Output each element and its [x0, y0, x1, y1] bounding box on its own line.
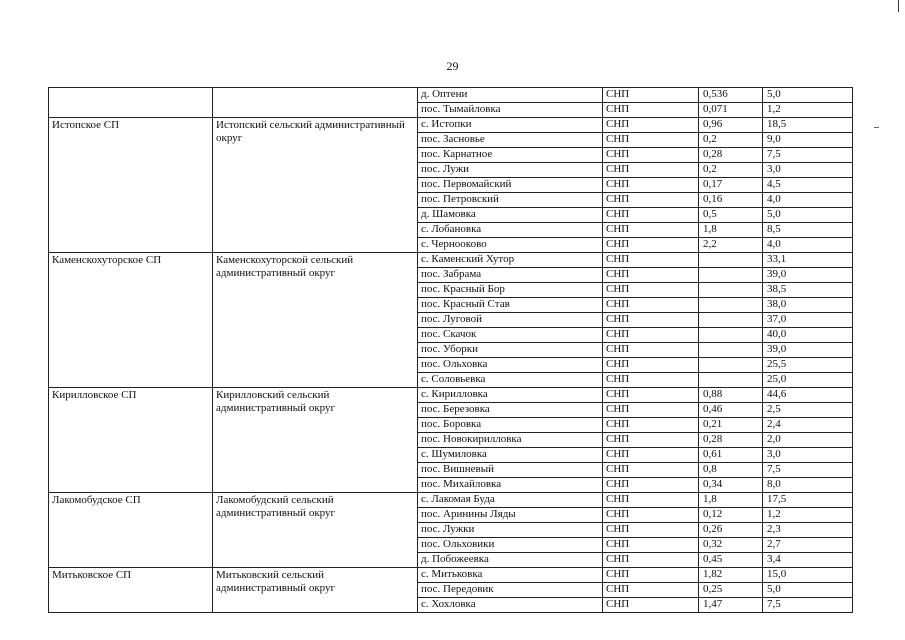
distance-cell: 15,0: [763, 568, 853, 583]
distance-cell: 5,0: [763, 208, 853, 223]
distance-cell: 2,7: [763, 538, 853, 553]
settlements-table: [48, 87, 853, 613]
area-cell: [699, 298, 763, 313]
locality-name-cell: пос. Новокирилловка: [418, 433, 603, 448]
locality-type-cell: СНП: [603, 493, 699, 508]
distance-cell: 39,0: [763, 268, 853, 283]
locality-type-cell: СНП: [603, 328, 699, 343]
distance-cell: 4,0: [763, 193, 853, 208]
distance-cell: 8,5: [763, 223, 853, 238]
distance-cell: 3,0: [763, 448, 853, 463]
locality-name-cell: пос. Лужи: [418, 163, 603, 178]
locality-type-cell: СНП: [603, 403, 699, 418]
locality-name-cell: с. Лобановка: [418, 223, 603, 238]
area-cell: 2,2: [699, 238, 763, 253]
area-cell: 1,8: [699, 493, 763, 508]
locality-name-cell: пос. Уборки: [418, 343, 603, 358]
district-cell: Митьковский сельский административный округ: [213, 568, 418, 613]
area-cell: 0,34: [699, 478, 763, 493]
locality-name-cell: с. Чернооково: [418, 238, 603, 253]
table-body: [49, 88, 853, 613]
locality-name-cell: пос. Забрама: [418, 268, 603, 283]
locality-type-cell: СНП: [603, 208, 699, 223]
locality-type-cell: СНП: [603, 373, 699, 388]
locality-name-cell: пос. Лужки: [418, 523, 603, 538]
locality-name-cell: пос. Боровка: [418, 418, 603, 433]
distance-cell: 37,0: [763, 313, 853, 328]
area-cell: 1,47: [699, 598, 763, 613]
table-row: [49, 253, 853, 268]
locality-name-cell: с. Митьковка: [418, 568, 603, 583]
area-cell: 0,26: [699, 523, 763, 538]
locality-name-cell: с. Истопки: [418, 118, 603, 133]
locality-name-cell: с. Шумиловка: [418, 448, 603, 463]
district-cell: Каменскохуторской сельский административный округ: [213, 253, 418, 388]
locality-type-cell: СНП: [603, 418, 699, 433]
page-edge-mark: [898, 0, 899, 12]
distance-cell: 17,5: [763, 493, 853, 508]
area-cell: 0,536: [699, 88, 763, 103]
locality-name-cell: пос. Ольховики: [418, 538, 603, 553]
area-cell: 0,12: [699, 508, 763, 523]
locality-name-cell: д. Побожеевка: [418, 553, 603, 568]
locality-name-cell: пос. Вишневый: [418, 463, 603, 478]
locality-type-cell: СНП: [603, 598, 699, 613]
locality-type-cell: СНП: [603, 538, 699, 553]
area-cell: [699, 358, 763, 373]
area-cell: 0,46: [699, 403, 763, 418]
area-cell: 0,28: [699, 433, 763, 448]
distance-cell: 25,5: [763, 358, 853, 373]
area-cell: 0,32: [699, 538, 763, 553]
distance-cell: 4,5: [763, 178, 853, 193]
locality-name-cell: пос. Красный Став: [418, 298, 603, 313]
locality-name-cell: пос. Петровский: [418, 193, 603, 208]
district-cell: Истопский сельский административный округ: [213, 118, 418, 253]
area-cell: [699, 313, 763, 328]
locality-type-cell: СНП: [603, 568, 699, 583]
locality-type-cell: СНП: [603, 508, 699, 523]
table-row: [49, 568, 853, 583]
settlement-cell: Кирилловское СП: [49, 388, 213, 493]
locality-type-cell: СНП: [603, 583, 699, 598]
locality-type-cell: СНП: [603, 223, 699, 238]
area-cell: 0,2: [699, 163, 763, 178]
table-row: [49, 388, 853, 403]
locality-type-cell: СНП: [603, 298, 699, 313]
locality-type-cell: СНП: [603, 478, 699, 493]
area-cell: 0,61: [699, 448, 763, 463]
distance-cell: 7,5: [763, 598, 853, 613]
area-cell: 0,2: [699, 133, 763, 148]
area-cell: 0,96: [699, 118, 763, 133]
locality-type-cell: СНП: [603, 343, 699, 358]
locality-type-cell: СНП: [603, 268, 699, 283]
distance-cell: 7,5: [763, 148, 853, 163]
locality-type-cell: СНП: [603, 163, 699, 178]
locality-type-cell: СНП: [603, 463, 699, 478]
locality-type-cell: СНП: [603, 388, 699, 403]
distance-cell: 33,1: [763, 253, 853, 268]
area-cell: 0,17: [699, 178, 763, 193]
locality-type-cell: СНП: [603, 283, 699, 298]
locality-name-cell: пос. Аринины Ляды: [418, 508, 603, 523]
locality-name-cell: пос. Скачок: [418, 328, 603, 343]
locality-type-cell: СНП: [603, 193, 699, 208]
locality-name-cell: д. Шамовка: [418, 208, 603, 223]
locality-type-cell: СНП: [603, 238, 699, 253]
distance-cell: 40,0: [763, 328, 853, 343]
locality-name-cell: пос. Красный Бор: [418, 283, 603, 298]
distance-cell: 38,0: [763, 298, 853, 313]
locality-type-cell: СНП: [603, 553, 699, 568]
locality-name-cell: пос. Карнатное: [418, 148, 603, 163]
locality-name-cell: с. Кирилловка: [418, 388, 603, 403]
locality-name-cell: пос. Первомайский: [418, 178, 603, 193]
area-cell: 0,25: [699, 583, 763, 598]
settlement-cell: Каменскохуторское СП: [49, 253, 213, 388]
locality-name-cell: пос. Ольховка: [418, 358, 603, 373]
distance-cell: 4,0: [763, 238, 853, 253]
settlement-cell: Истопское СП: [49, 118, 213, 253]
distance-cell: 2,0: [763, 433, 853, 448]
locality-type-cell: СНП: [603, 313, 699, 328]
locality-name-cell: пос. Михайловка: [418, 478, 603, 493]
settlement-cell: [49, 88, 213, 118]
settlement-cell: Лакомобудское СП: [49, 493, 213, 568]
distance-cell: 3,4: [763, 553, 853, 568]
distance-cell: 7,5: [763, 463, 853, 478]
margin-mark: [874, 127, 879, 128]
district-cell: Лакомобудский сельский административный округ: [213, 493, 418, 568]
distance-cell: 9,0: [763, 133, 853, 148]
area-cell: [699, 253, 763, 268]
distance-cell: 8,0: [763, 478, 853, 493]
district-cell: Кирилловский сельский административный округ: [213, 388, 418, 493]
settlement-cell: Митьковское СП: [49, 568, 213, 613]
locality-type-cell: СНП: [603, 148, 699, 163]
distance-cell: 2,5: [763, 403, 853, 418]
locality-type-cell: СНП: [603, 103, 699, 118]
locality-name-cell: с. Каменский Хутор: [418, 253, 603, 268]
locality-type-cell: СНП: [603, 118, 699, 133]
distance-cell: 25,0: [763, 373, 853, 388]
locality-type-cell: СНП: [603, 448, 699, 463]
locality-type-cell: СНП: [603, 433, 699, 448]
distance-cell: 5,0: [763, 583, 853, 598]
distance-cell: 3,0: [763, 163, 853, 178]
distance-cell: 44,6: [763, 388, 853, 403]
locality-name-cell: с. Хохловка: [418, 598, 603, 613]
area-cell: 1,8: [699, 223, 763, 238]
locality-type-cell: СНП: [603, 523, 699, 538]
area-cell: 0,45: [699, 553, 763, 568]
area-cell: 0,16: [699, 193, 763, 208]
table-row: [49, 88, 853, 103]
area-cell: 0,88: [699, 388, 763, 403]
distance-cell: 1,2: [763, 103, 853, 118]
district-cell: [213, 88, 418, 118]
locality-type-cell: СНП: [603, 253, 699, 268]
area-cell: [699, 343, 763, 358]
distance-cell: 18,5: [763, 118, 853, 133]
table-row: [49, 493, 853, 508]
distance-cell: 5,0: [763, 88, 853, 103]
area-cell: [699, 373, 763, 388]
distance-cell: 2,4: [763, 418, 853, 433]
locality-type-cell: СНП: [603, 358, 699, 373]
locality-name-cell: с. Лакомая Буда: [418, 493, 603, 508]
locality-name-cell: с. Соловьевка: [418, 373, 603, 388]
locality-type-cell: СНП: [603, 178, 699, 193]
area-cell: [699, 283, 763, 298]
area-cell: 0,21: [699, 418, 763, 433]
locality-name-cell: д. Оптени: [418, 88, 603, 103]
locality-name-cell: пос. Тымайловка: [418, 103, 603, 118]
locality-name-cell: пос. Засновье: [418, 133, 603, 148]
area-cell: 0,8: [699, 463, 763, 478]
area-cell: 0,28: [699, 148, 763, 163]
area-cell: 0,5: [699, 208, 763, 223]
distance-cell: 38,5: [763, 283, 853, 298]
distance-cell: 2,3: [763, 523, 853, 538]
area-cell: [699, 268, 763, 283]
area-cell: 0,071: [699, 103, 763, 118]
distance-cell: 1,2: [763, 508, 853, 523]
area-cell: [699, 328, 763, 343]
locality-name-cell: пос. Передовик: [418, 583, 603, 598]
locality-name-cell: пос. Березовка: [418, 403, 603, 418]
page-number: 29: [446, 59, 459, 73]
locality-name-cell: пос. Луговой: [418, 313, 603, 328]
table-row: [49, 118, 853, 133]
area-cell: 1,82: [699, 568, 763, 583]
distance-cell: 39,0: [763, 343, 853, 358]
locality-type-cell: СНП: [603, 133, 699, 148]
locality-type-cell: СНП: [603, 88, 699, 103]
